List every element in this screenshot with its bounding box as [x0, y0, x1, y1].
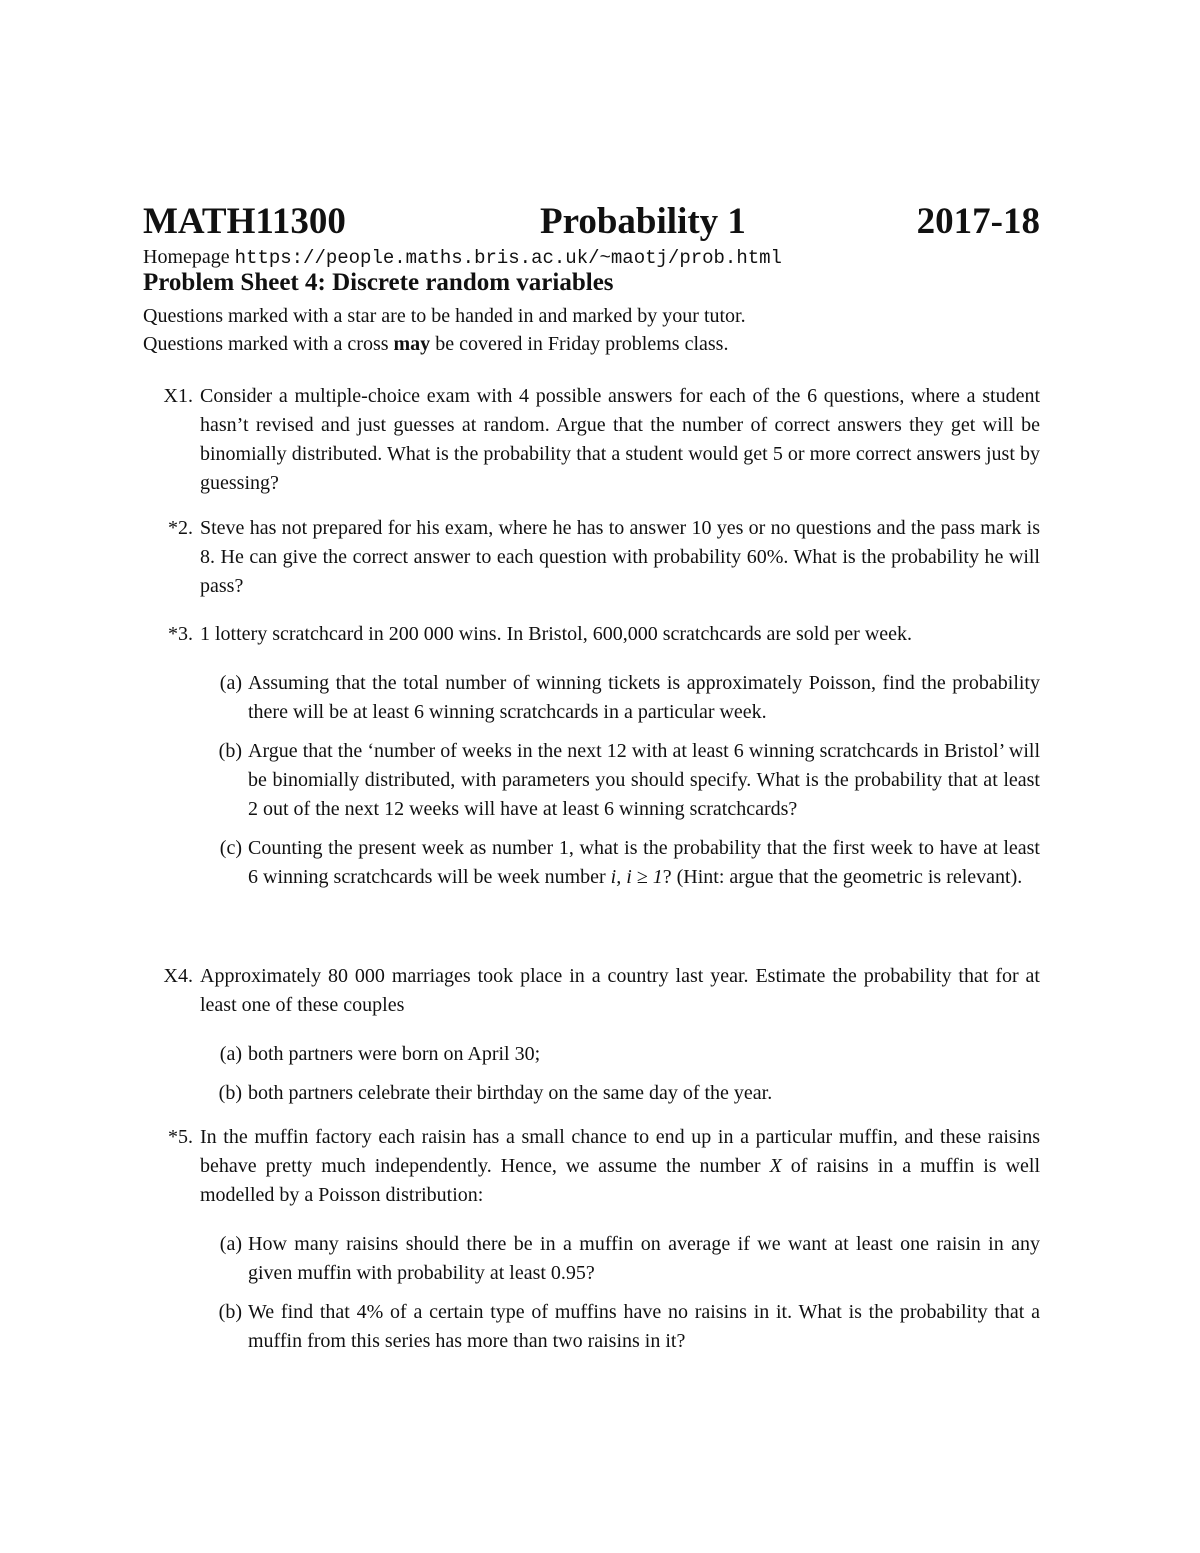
- part-label: (a): [219, 672, 242, 694]
- question-label: *3.: [168, 623, 193, 645]
- part-label: (b): [218, 1082, 242, 1104]
- question-1: [143, 382, 1043, 498]
- cross-note-pre: Questions marked with a cross: [143, 333, 394, 355]
- course-code: MATH11300: [143, 201, 346, 242]
- question-label: X4.: [163, 965, 193, 987]
- document-header: [143, 200, 1040, 252]
- question-2: [143, 514, 1043, 601]
- question-text: [200, 1123, 1040, 1210]
- question-label: *2.: [168, 517, 193, 539]
- question-text: 1 lottery scratchcard in 200 000 wins. In Bristol, 600,000 scratchcards are sold per week.: [200, 623, 913, 645]
- part-text: both partners celebrate their birthday on the same day of the year.: [248, 1082, 773, 1104]
- math-variable: X: [769, 1155, 782, 1177]
- part-text: Assuming that the total number of winning tickets is approximately Poisson, find the probability there will be at least 6 winning scratchcards in a particular week.: [248, 672, 1040, 723]
- question-part-a: [219, 669, 1040, 727]
- question-label: X1.: [163, 385, 193, 407]
- question-part-b: [218, 737, 1040, 824]
- cross-note: [143, 333, 728, 356]
- part-text: both partners were born on April 30;: [248, 1043, 541, 1065]
- part-text-pre: Counting the present week as number 1, what is the probability that the first week to have at least 6 winning scratchcards will be week number: [248, 837, 1040, 888]
- question-5: [143, 1123, 1043, 1356]
- question-3: [143, 620, 1043, 892]
- homepage-line: [143, 246, 782, 269]
- star-note: Questions marked with a star are to be handed in and marked by your tutor.: [143, 305, 746, 327]
- part-label: (a): [219, 1233, 242, 1255]
- part-text: We find that 4% of a certain type of muffins have no raisins in it. What is the probability that a muffin from this series has more than two raisins in it?: [248, 1301, 1040, 1352]
- sheet-title: Problem Sheet 4: Discrete random variables: [143, 269, 614, 296]
- part-text: [248, 834, 1040, 892]
- question-text: Steve has not prepared for his exam, where he has to answer 10 yes or no questions and the pass mark is 8. He can give the correct answer to each question with probability 60%. What is the probability he will pass?: [200, 517, 1040, 597]
- question-part-a: [219, 1230, 1040, 1288]
- question-4: [143, 962, 1043, 1108]
- question-label: *5.: [168, 1126, 193, 1148]
- homepage-label: Homepage: [143, 246, 230, 268]
- question-text-post: of raisins in a muffin is well modelled by a Poisson distribution:: [200, 1155, 1041, 1206]
- math-expression: i, i ≥ 1: [610, 866, 663, 888]
- homepage-url[interactable]: https://people.maths.bris.ac.uk/~maotj/prob.html: [234, 247, 782, 269]
- cross-note-post: be covered in Friday problems class.: [430, 333, 729, 355]
- academic-year: 2017-18: [916, 201, 1040, 242]
- part-text-post: ? (Hint: argue that the geometric is relevant).: [662, 866, 1023, 888]
- part-text: Argue that the ‘number of weeks in the next 12 with at least 6 winning scratchcards in Bristol’ will be binomially distributed, with parameters you should specify. What is the probability that at least 2 out of the next 12 weeks will have at least 6 winning scratchcards?: [248, 740, 1040, 820]
- question-part-b: [218, 1298, 1040, 1356]
- part-label: (b): [218, 1301, 242, 1323]
- question-text: Approximately 80 000 marriages took place in a country last year. Estimate the probability that for at least one of these couples: [200, 965, 1040, 1016]
- part-label: (b): [218, 740, 242, 762]
- question-part-c: [219, 834, 1040, 892]
- question-part-b: [218, 1079, 1040, 1108]
- course-title: Probability 1: [540, 201, 746, 242]
- question-text-pre: In the muffin factory each raisin has a small chance to end up in a particular muffin, and these raisins behave pretty much independently. Hence, we assume the number: [200, 1126, 1040, 1177]
- cross-note-emphasis: may: [393, 333, 431, 355]
- part-label: (c): [219, 837, 242, 859]
- part-label: (a): [219, 1043, 242, 1065]
- question-part-a: [219, 1040, 1040, 1069]
- question-text: Consider a multiple-choice exam with 4 possible answers for each of the 6 questions, where a student hasn’t revised and just guesses at random. Argue that the number of correct answers they get will be binomially distributed. What is the probability that a student would get 5 or more correct answers just by guessing?: [200, 385, 1040, 494]
- part-text: How many raisins should there be in a muffin on average if we want at least one raisin in any given muffin with probability at least 0.95?: [248, 1233, 1040, 1284]
